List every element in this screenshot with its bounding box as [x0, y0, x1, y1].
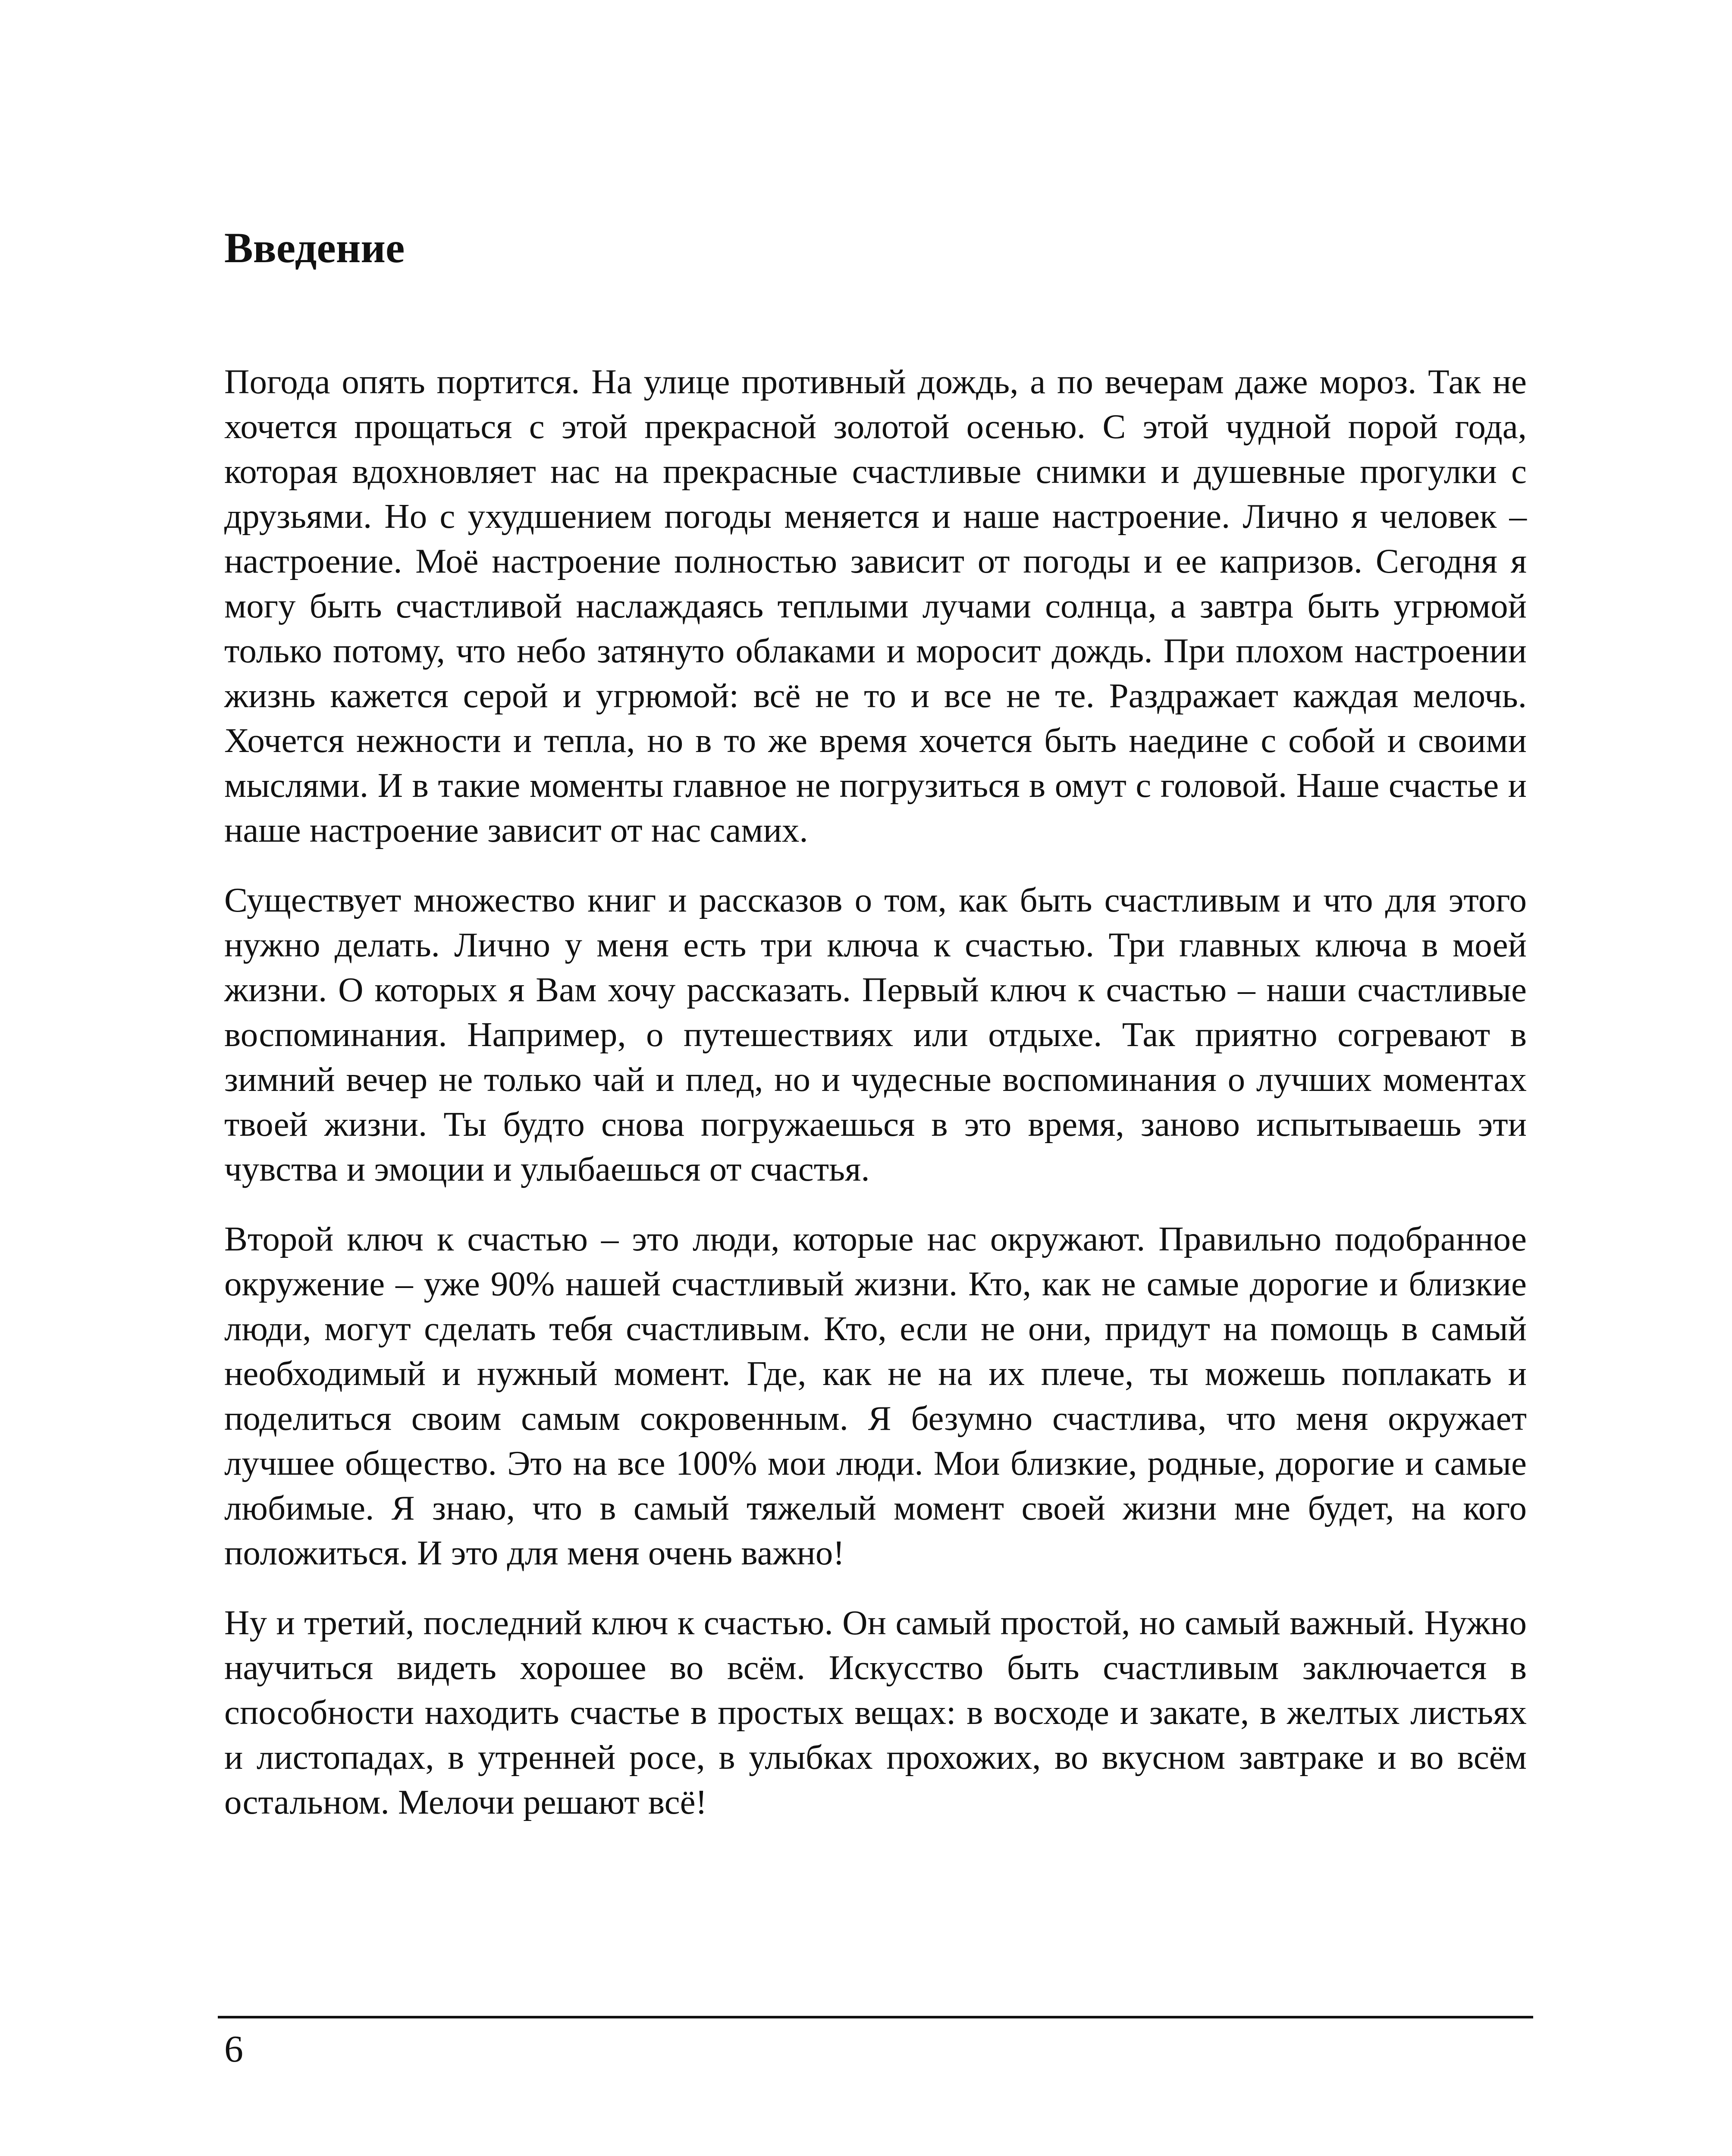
paragraph-3: Второй ключ к счастью – это люди, которые нас окружают. Правильно подобранное окружение – уже 90% нашей счастливый жизни. Кто, как не самые дорогие и близкие люди, могут сделать тебя счастливым. Кто, если не они, придут на помощь в самый необходимый и нужный момент. Где, как не на их плече, ты можешь поплакать и поделиться своим самым сокровенным. Я безумно счастлива, что меня окружает лучшее общество. Это на все 100% мои люди. Мои близкие, родные, дорогие и самые любимые. Я знаю, что в самый тяжелый момент своей жизни мне будет, на кого положиться. И это для меня очень важно!	[224, 1219, 1527, 1572]
paragraph-2: Существует множество книг и рассказов о том, как быть счастливым и что для этого нужно делать. Лично у меня есть три ключа к счастью. Три главных ключа в моей жизни. О которых я Вам хочу рассказать. Первый ключ к счастью – наши счастливые воспоминания. Например, о путешествиях или отдыхе. Так приятно согревают в зимний вечер не только чай и плед, но и чудесные воспоминания о лучших моментах твоей жизни. Ты будто снова погружаешься в это время, заново испытываешь эти чувства и эмоции и улыбаешься от счастья.	[224, 881, 1527, 1188]
paragraph-1: Погода опять портится. На улице противный дождь, а по вечерам даже мороз. Так не хочется прощаться с этой прекрасной золотой осенью. С этой чудной порой года, которая вдохновляет нас на прекрасные счастливые снимки и душевные прогулки с друзьями. Но с ухудшением погоды меняется и наше настроение. Лично я человек – настроение. Моё настроение полностью зависит от погоды и ее капризов. Сегодня я могу быть счастливой наслаждаясь теплыми лучами солнца, а завтра быть угрюмой только потому, что небо затянуто облаками и моросит дождь. При плохом настроении жизнь кажется серой и угрюмой: всё не то и все не те. Раздражает каждая мелочь. Хочется нежности и тепла, но в то же время хочется быть наедине с собой и своими мыслями. И в такие моменты главное не погрузиться в омут с головой. Наше счастье и наше настроение зависит от нас самих.	[224, 362, 1527, 849]
paragraph-4: Ну и третий, последний ключ к счастью. Он самый простой, но самый важный. Нужно научиться видеть хорошее во всём. Искусство быть счастливым заключается в способности находить счастье в простых вещах: в восходе и закате, в желтых листьях и листопадах, в утренней росе, в улыбках прохожих, во вкусном завтраке и во всём остальном. Мелочи решают всё!	[224, 1603, 1527, 1821]
chapter-heading: Введение	[224, 224, 405, 272]
footer-divider	[218, 2016, 1533, 2018]
page-content	[224, 222, 1527, 1849]
page-number: 6	[224, 2028, 243, 2070]
